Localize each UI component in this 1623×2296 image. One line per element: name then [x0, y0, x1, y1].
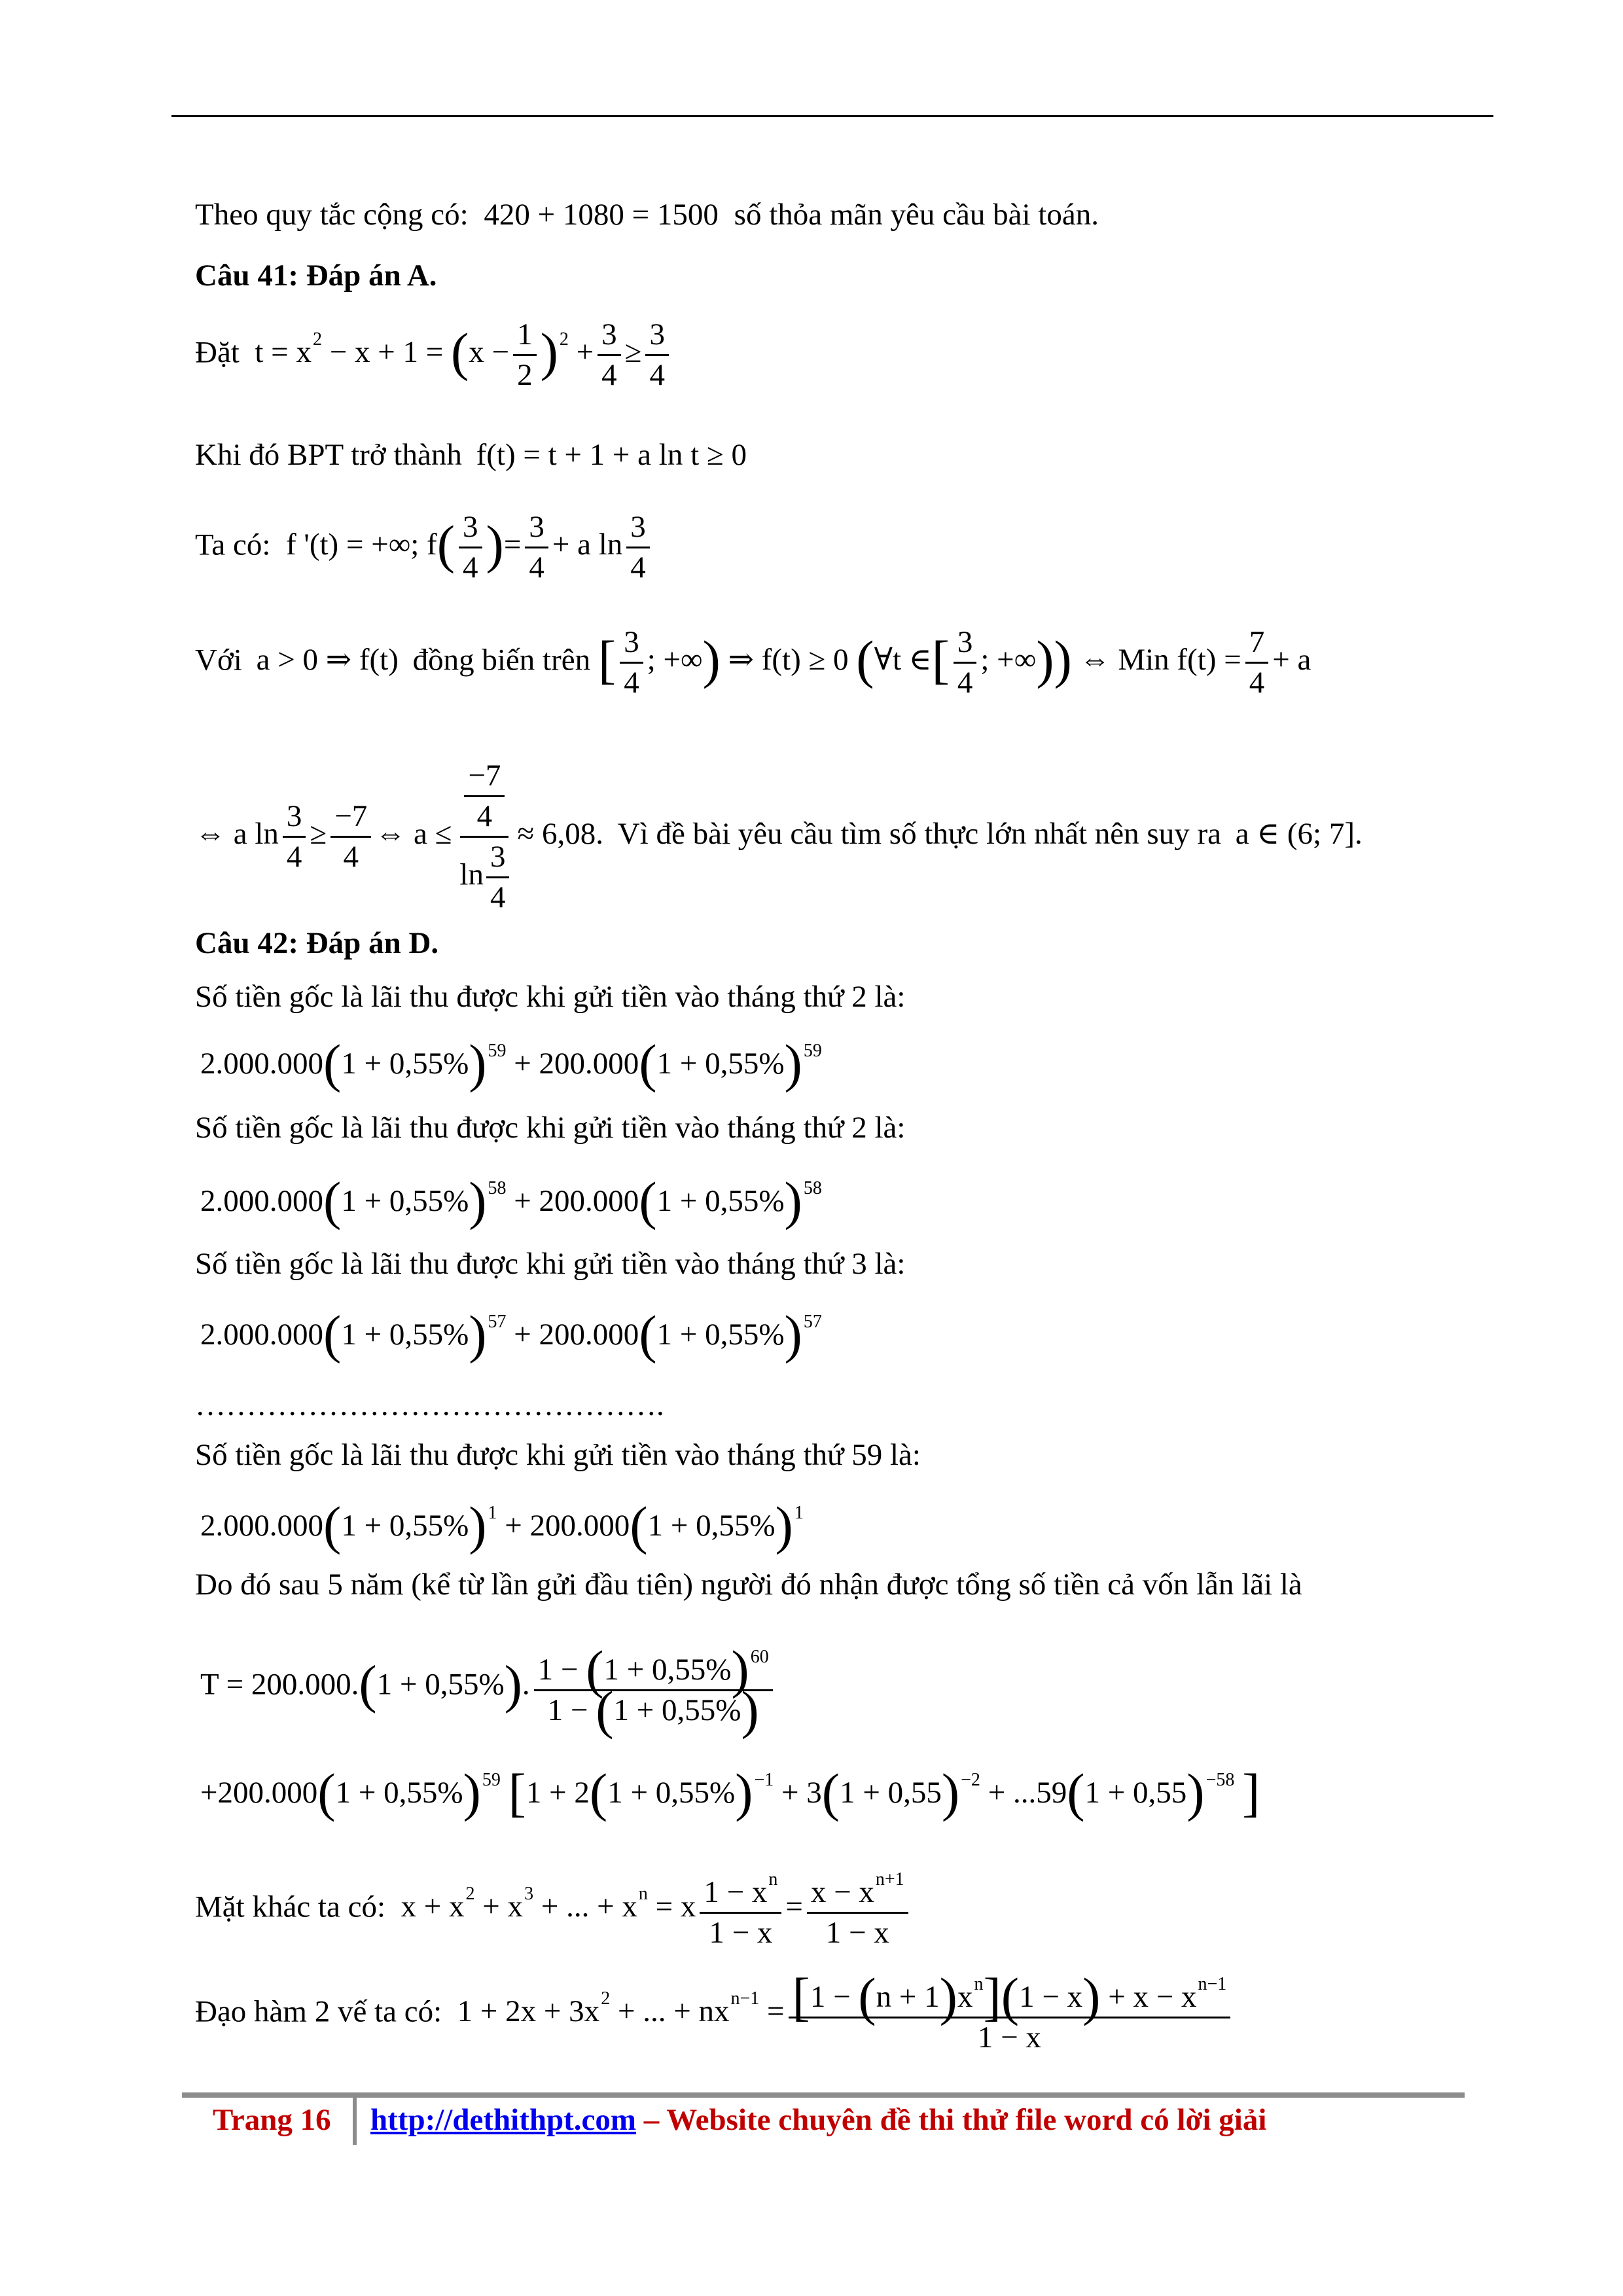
q42-mat-khac-line	[195, 1871, 912, 1948]
footer-link[interactable]: http://dethithpt.com	[370, 2103, 637, 2137]
q42-heading: Câu 42: Đáp án D.	[195, 926, 439, 960]
khi-do-text: Khi đó BPT trở thành	[195, 438, 462, 472]
q41-khi-do-line	[195, 440, 747, 471]
dat-expr: $t = x^2 - x + 1 = (x$ − $\frac{1}{2}$ )$^2$ + $\frac{3}{4}$ ≥ $\frac{3}{4}$	[247, 335, 673, 369]
q41-voi-line	[195, 627, 1311, 698]
result-expr: ⇔ a ln $\frac{3}{4}$ ≥ $\frac{-7}{4}$ ⇔ a ≤ $\frac{-7}{4}$ ln $\frac{3}{4}$ ≈ 6,08.	[195, 759, 611, 914]
dao-ham-label: Đạo hàm 2 vế ta có:	[195, 1994, 442, 2029]
q42-summary: Do đó sau 5 năm (kể từ lần gửi đầu tiên) người đó nhận được tổng số tiền cả vốn lẫn lãi là	[195, 1568, 1302, 1602]
footer-page-label: Trang 16	[213, 2103, 331, 2137]
q42-label-3: Số tiền gốc là lãi thu được khi gửi tiền vào tháng thứ 3 là:	[195, 1247, 906, 1281]
khi-do-expr: f(t) = t + 1 + a ln t ≥ 0	[476, 438, 747, 472]
mat-khac-expr: $x + x^2 + x^3$ + ... + $x^n = x$ $\frac{1 - x^n}{1 - x}$ = $\frac{x - x^{n+1}}{1 - x}$	[393, 1890, 912, 1924]
q42-T-expr: T = 200.000.(1 + 0,55%). $\frac{1 - (1 + 0,55\%)^{60}}{1 - (1 + 0,55\%)}$	[200, 1648, 777, 1726]
q42-expr-2: $2.000.000(1 + 0,55\%)^{58} + 200.000(1 + 0,55\%)^{58}$	[200, 1171, 822, 1230]
footer-tagline: – Website chuyên đề thi thử file word có lời giải	[643, 2103, 1267, 2137]
mat-khac-label: Mặt khác ta có:	[195, 1890, 386, 1924]
footer-text	[370, 2102, 1266, 2138]
intro-line	[195, 200, 1099, 230]
footer-divider	[353, 2098, 357, 2145]
ta-co-expr: f '(t) = +∞; f( $\frac{3}{4}$ )= $\frac{3}{4}$ + a ln $\frac{3}{4}$	[278, 528, 654, 562]
ta-co-label: Ta có:	[195, 528, 271, 562]
q42-dots: ……………………………………….	[195, 1388, 664, 1422]
footer-rule	[182, 2092, 1465, 2098]
dong-bien-text: đồng biến trên	[412, 643, 591, 677]
voi-expr-1: a > 0 ⇒ f(t)	[256, 643, 399, 677]
q41-result-line	[195, 761, 1363, 913]
q42-last-expr: $2.000.000(1 + 0,55\%)^1 + 200.000(1 + 0,55\%)^1$	[200, 1496, 804, 1555]
voi-expr-2: [ $\frac{3}{4}$ ; +∞) ⇒ f(t) ≥ 0 (∀t ∈[ $\frac{3}{4}$ ; +∞)) ⇔ Min f(t) = $\frac{7}{4}$ + a	[597, 625, 1311, 700]
dat-label: Đặt	[195, 335, 240, 370]
q42-last-label: Số tiền gốc là lãi thu được khi gửi tiền vào tháng thứ 59 là:	[195, 1438, 921, 1472]
result-interval: a ∈ (6; 7].	[1235, 817, 1363, 852]
q41-ta-co-line	[195, 512, 654, 583]
top-rule	[171, 115, 1493, 117]
q42-label-1: Số tiền gốc là lãi thu được khi gửi tiền vào tháng thứ 2 là:	[195, 980, 906, 1014]
intro-rest: số thỏa mãn yêu cầu bài toán.	[734, 198, 1099, 232]
q42-dao-ham-line	[195, 1967, 1234, 2054]
voi-label: Với	[195, 643, 242, 677]
q42-expr-3: $2.000.000(1 + 0,55\%)^{57} + 200.000(1 + 0,55\%)^{57}$	[200, 1304, 822, 1364]
result-text: Vì đề bài yêu cầu tìm số thực lớn nhất nên suy ra	[617, 817, 1221, 852]
intro-expr: 420 + 1080 = 1500	[484, 198, 719, 232]
intro-text: Theo quy tắc cộng có:	[195, 198, 469, 232]
q41-heading: Câu 41: Đáp án A.	[195, 259, 437, 293]
q42-label-2: Số tiền gốc là lãi thu được khi gửi tiền vào tháng thứ 2 là:	[195, 1111, 906, 1145]
q42-expr-1: $2.000.000(1 + 0,55\%)^{59} + 200.000(1 + 0,55\%)^{59}$	[200, 1033, 822, 1093]
q41-dat-line	[195, 319, 673, 391]
dao-ham-expr: $1 + 2x + 3x^2$ + ... + $nx^{n-1}$ = $\frac{[1 - (n + 1)x^n](1 - x) + x - x^{n-1}}{1 - x}$	[450, 1994, 1234, 2028]
q42-sum-expr: $+200.000(1 + 0,55\%)^{59}$ [$1 + 2(1 + 0,55\%)^{-1} + 3(1 + 0,55)^{-2} + ...59(1 + 0,55)^{-58}$ ]	[200, 1763, 1260, 1822]
